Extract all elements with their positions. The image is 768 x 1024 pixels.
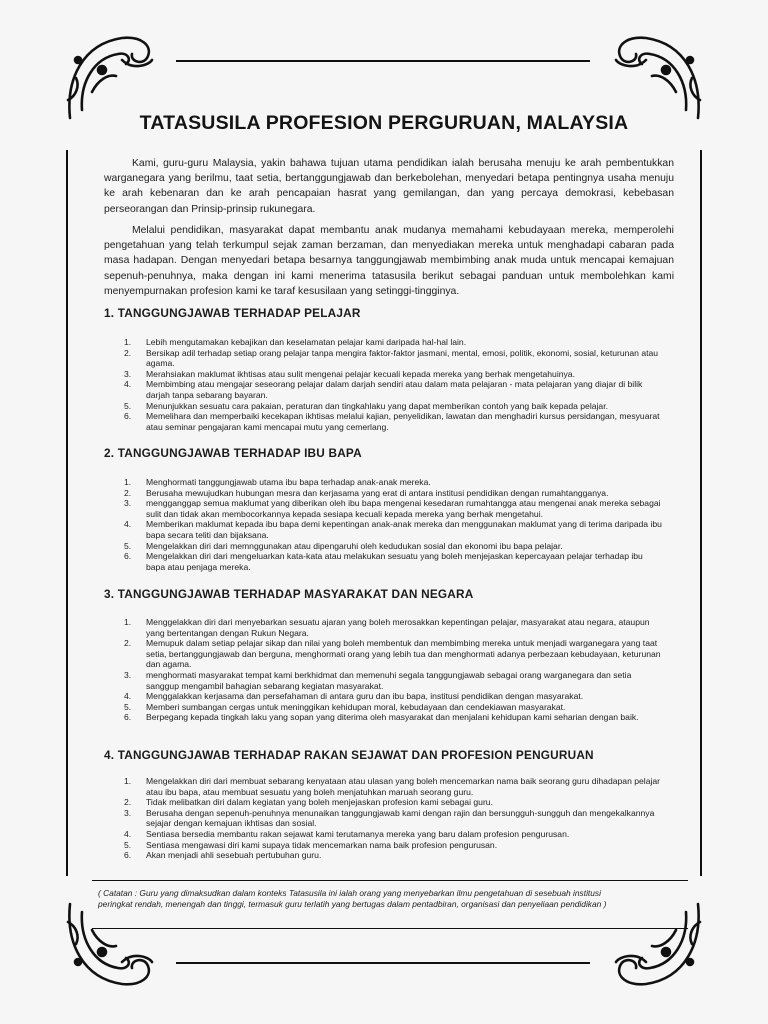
section-heading-masyarakat: 3. TANGGUNGJAWAB TERHADAP MASYARAKAT DAN NEGARA [104, 587, 474, 601]
section-list-ibu-bapa [124, 477, 664, 572]
list-item: 1. Menggelakkan diri dari menyebarkan sesuatu ajaran yang boleh merosakkan kepentingan pelajar, masyarakat atau negara, ataupun yang bertentangan dengan Rukun Negara. [124, 617, 650, 638]
section-heading-rakan-sejawat: 4. TANGGUNGJAWAB TERHADAP RAKAN SEJAWAT DAN PROFESION PENGURUAN [104, 748, 594, 762]
list-item: 5. Mengelakkan diri dari memnggunakan atau dipengaruhi oleh kedudukan sosial dan ekonomi ibu bapa pelajar. [124, 540, 563, 551]
frame-top-line [176, 60, 590, 62]
list-item: 6. Mengelakkan diri dari mengeluarkan kata-kata atau melakukan sesuatu yang boleh menjejaskan kepercayaan pelajar terhadap ibu bapa atau penjaga mereka. [124, 551, 643, 572]
list-item: 5. Menunjukkan sesuatu cara pakaian, peraturan dan tingkahlaku yang dapat memberikan contoh yang baik kepada pelajar. [124, 400, 608, 411]
list-item: 4. Menggalakkan kerjasama dan persefahaman di antara guru dan ibu bapa, institusi pendidikan dengan masyarakat. [124, 691, 584, 702]
list-item: 5. Sentiasa mengawasi diri kami supaya tidak mencemarkan nama baik profesion pengurusan. [124, 839, 498, 850]
intro-paragraph-2: Melalui pendidikan, masyarakat dapat membantu anak mudanya memahami kebudayaan mereka, memperolehi pengetahuan yang telah terkumpul sejak zaman berzaman, dan menyediakan mereka untuk menghadapi cabaran pada masa hadapan. Dengan menyedari betapa besarnya tanggungjawab membimbing anak muda untuk mencapai kemajuan sepenuh-penuhnya, maka dengan ini kami menerima tatasusila berikut sebagai panduan untuk membolehkan kami menyempurnakan profesion kami ke taraf kesusilaan yang setinggi-tingginya. [104, 225, 674, 297]
frame-right-line [700, 150, 702, 876]
footnote-catatan: ( Catatan : Guru yang dimaksudkan dalam konteks Tatasusila ini ialah orang yang menyebarkan ilmu pengetahuan di sesebuah institusi peringkat rendah, menengah dan tinggi, termasuk guru terlatih yang bertugas dalam pentadbiran, organisasi dan penyeliaan pendidikan ) [98, 888, 607, 910]
section-heading-ibu-bapa: 2. TANGGUNGJAWAB TERHADAP IBU BAPA [104, 446, 362, 460]
list-item: 3. menghormati masyarakat tempat kami berkhidmat dan memenuhi segala tanggungjawab sebagai orang warganegara dan setia sanggup mengambil bahagian sebarang kegiatan masyarakat. [124, 669, 632, 691]
list-item: 2. Memupuk dalam setiap pelajar sikap dan nilai yang boleh membentuk dan membimbing mereka untuk menjadi warganegara yang taat setia, bertanggungjawab dan berguna, menghormati orang yang lebih tua dan menghormati adanya perbezaan kebudayaan, keturunan dan agama. [124, 638, 661, 670]
frame-left-line [66, 150, 68, 876]
list-item: 2. Bersikap adil terhadap setiap orang pelajar tanpa mengira faktor-faktor jasmani, mental, emosi, politik, ekonomi, sosial, keturunan atau agama. [124, 347, 659, 369]
frame-bottom-line [176, 962, 590, 964]
document-title: TATASUSILA PROFESION PERGURUAN, MALAYSIA [139, 112, 629, 134]
list-item: 4. Memberikan maklumat kepada ibu bapa demi kepentingan anak-anak mereka dan menggunakan maklumat yang di terima daripada ibu bapa secara teliti dan bijaksana. [124, 519, 662, 540]
section-list-pelajar [124, 337, 664, 432]
list-item: 3. mengganggap semua maklumat yang diberikan oleh ibu bapa mengenai kesedaran rumahtangga atau mengenai anak mereka sebagai sulit dan tidak akan membocorkannya kepada sesiapa kecuali kepada mereka yang berhak mengetahui. [124, 498, 661, 519]
list-item: 2. Tidak melibatkan diri dalam kegiatan yang boleh menjejaskan profesion kami sebagai guru. [124, 797, 493, 808]
section-heading-pelajar: 1. TANGGUNGJAWAB TERHADAP PELAJAR [104, 306, 361, 320]
list-item: 5. Memberi sumbangan cergas untuk meninggikan kehidupan moral, kebudayaan dan cendekiawan masyarakat. [124, 701, 566, 712]
list-item: 1. Mengelakkan diri dari membuat sebarang kenyataan atau ulasan yang boleh mencemarkan nama baik seorang guru dihadapan pelajar atau ibu bapa, atau membuat sesuatu yang boleh menjatuhkan maruah seorang guru. [124, 776, 661, 797]
list-item: 6. Akan menjadi ahli sesebuah pertubuhan guru. [124, 850, 322, 861]
corner-ornament-top-left [62, 30, 154, 122]
list-item: 1. Menghormati tanggungjawab utama ibu bapa terhadap anak-anak mereka. [124, 477, 431, 487]
note-divider-top [92, 880, 688, 881]
note-divider-bottom [92, 928, 688, 929]
list-item: 3. Merahsiakan maklumat ikhtisas atau sulit mengenai pelajar kecuali kepada mereka yang berhak mengetahuinya. [124, 368, 575, 379]
corner-ornament-bottom-right [614, 900, 706, 992]
list-item: 4. Membimbing atau mengajar seseorang pelajar dalam darjah sendiri atau dalam mata pelajaran - mata pelajaran yang diajar di bilik darjah tanpa sebarang bayaran. [124, 379, 643, 400]
section-list-rakan-sejawat [124, 776, 664, 861]
list-item: 6. Memelihara dan memperbaiki kecekapan ikhtisas melalui kajian, penyelidikan, lawatan dan menghadiri kursus persidangan, mesyuarat atau seminar pengajaran kami mencapai mutu yang cemerlang. [124, 411, 660, 432]
section-list-masyarakat [124, 617, 664, 723]
corner-ornament-top-right [614, 30, 706, 122]
list-item: 4. Sentiasa bersedia membantu rakan sejawat kami terutamanya mereka yang baru dalam profesion pengurusan. [124, 828, 570, 839]
intro-paragraph-1: Kami, guru-guru Malaysia, yakin bahawa tujuan utama pendidikan ialah berusaha menuju ke arah pembentukkan warganegara yang berilmu, taat setia, bertanggungjawab dan berkebolehan, menyedari betapa pentingnya usaha menuju ke arah kebenaran dan ke arah pencapaian hasrat yang gemilangan, dan yang percaya demokrasi, kebebasan perseorangan dan Prinsip-prinsip rukunegara. [104, 158, 674, 215]
list-item: 2. Berusaha mewujudkan hubungan mesra dan kerjasama yang erat di antara institusi pendidikan dengan rumahtangganya. [124, 487, 609, 498]
list-item: 1. Lebih mengutamakan kebajikan dan keselamatan pelajar kami daripada hal-hal lain. [124, 337, 467, 347]
list-item: 3. Berusaha dengan sepenuh-penuhnya menunaikan tanggungjawab kami dengan rajin dan bersungguh-sungguh dan mengekalkannya sejajar dengan kemajuan ikhtisas dan sosial. [124, 807, 655, 829]
list-item: 6. Berpegang kepada tingkah laku yang sopan yang diterima oleh masyarakat dan menjalani kehidupan kami seharian dengan baik. [124, 712, 639, 723]
corner-ornament-bottom-left [62, 900, 154, 992]
